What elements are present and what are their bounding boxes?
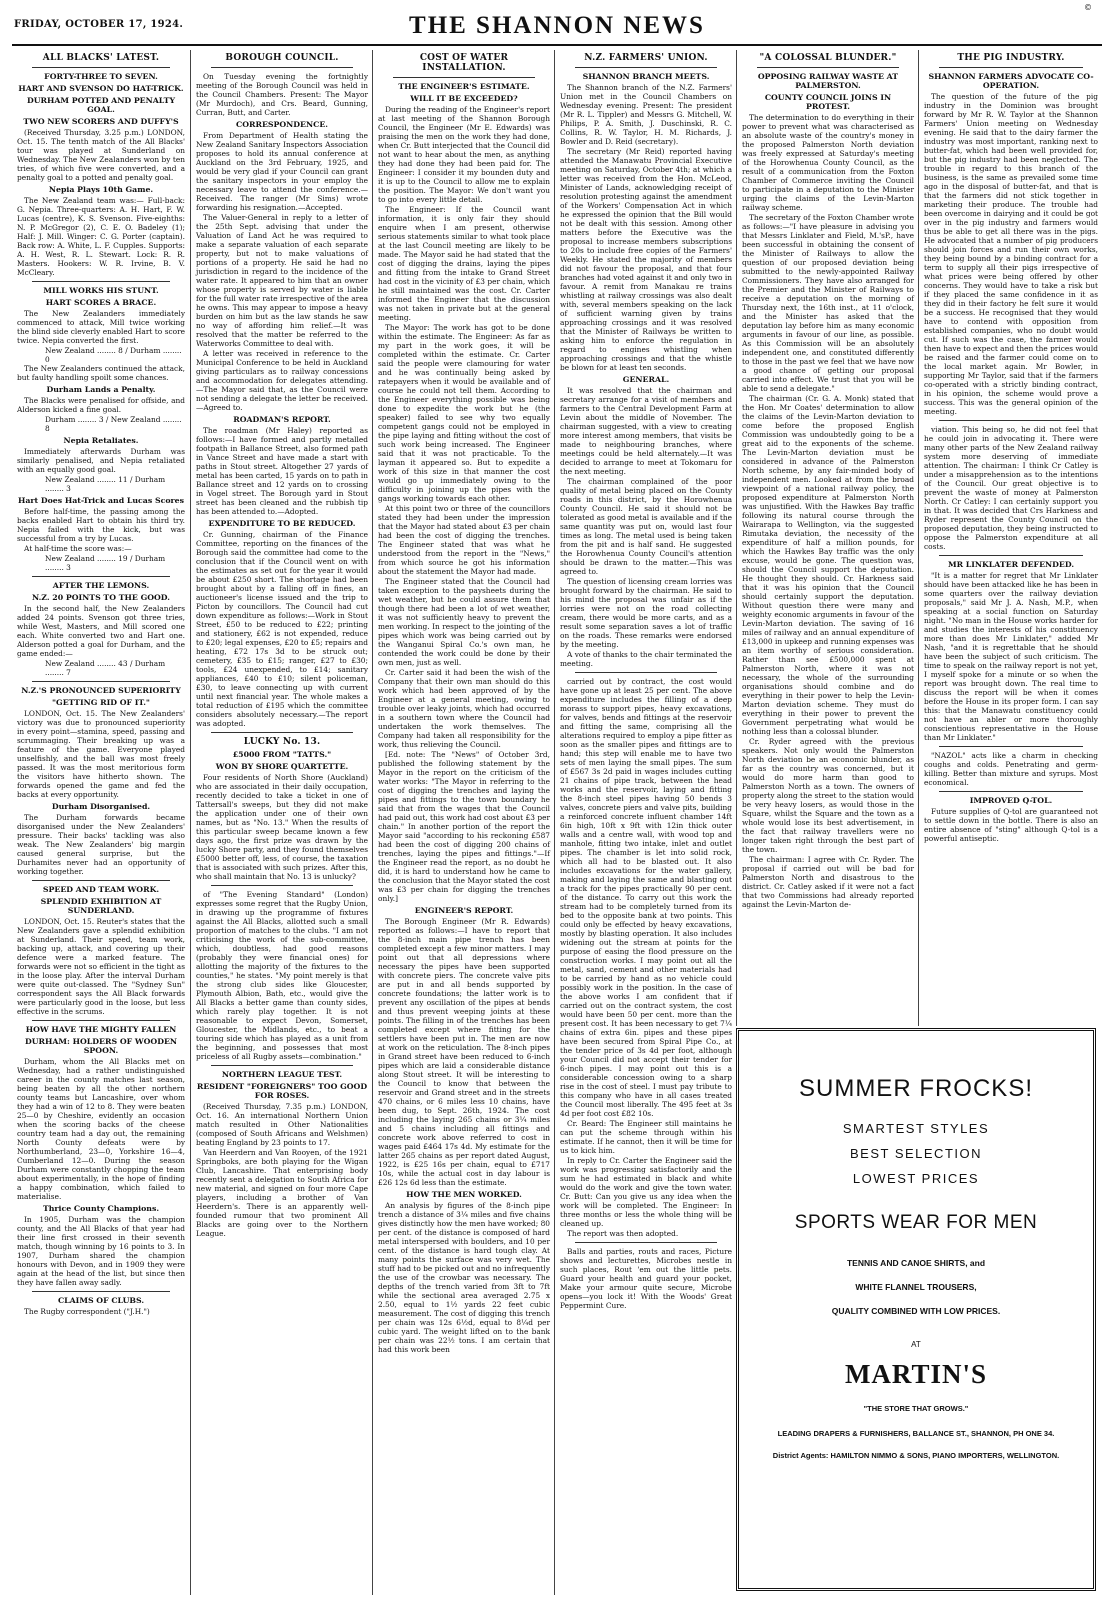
paragraph: A vote of thanks to the chair terminated the meeting. [560,650,732,668]
article-borough-council [190,50,373,1595]
paragraph: The Shannon branch of the N.Z. Farmers' Union met in the Council Chambers on Wednesday evening. Present: The president (Mr R. L. Tippler) and Messrs G. Mitchell, W. Philips, P. A. Smith, J. Duschinski, R. C. Collins, R. W. Taylor, H. M. Richards, J. Bowler and D. Reid (secretary). [560,83,732,146]
paragraph: The New Zealanders continued the attack, but faulty handling spoilt some chances. [17,364,185,382]
paragraph: It was resolved that the chairman and secretary arrange for a visit of members and farmers to the Central Development Farm at Levin about the middle of November. The chairman suggested, with a view to creating more interest among members, that visits be made to neighbouring branches, where meetings could be held alternately.—It was decided to arrange to meet at Tokomaru for the next meeting. [560,386,732,476]
paragraph: carried out by contract, the cost would have gone up at least 25 per cent. The above expenditure includes the filling of a deep morass to support pipes, heavy excavations, for valves, bends and fittings at the reservoir and fitting the same, comprising all the alterations required to employ a pipe fitter as soon as the smaller pipes and fittings are to hand; this step will enable me to have two sets of men laying the small pipes. The sum of £567 3s 2d paid in wages includes cutting 21 chains of pipe track, between the head works and the reservoir, laying and fitting the 8-inch steel pipes having 50 bends 3 valves, concrete piers and valve pits, building a reinforced concrete influent chamber 14ft 6in high, 10ft x 9ft with 12in thick outer walls and a centre wall, with wood top and manhole, fitting two intake, inlet and outlet pipes. The chamber is let into solid rock, which all had to be blasted out. It also includes excavations for the water gallery, making and laying the same and blasting out a track for the pipes practically 90 per cent. of the distance. To carry out this work the stream had to be completely turned from its bed to the opposite bank at two points. This could only be effected by heavy excavations, mostly by blasting operation. It also includes widening out the stream at points for the purpose of easing the flood pressure on the construction works. I may point out all the metal, sand, cement and other materials had to be carried by hand as no vehicle could possibly work in the position. In the case of the above works I am confident that if carried out on the contract system, the cost would have been 50 per cent. more than the present cost. It has been necessary to get 7¼ chains of extra 6in. pipes and these pipes have been secured from Spiral Pipe Co., at the tender price of 3s 4d per foot, although your Council did not accept their tender for 6-inch pipes. I may point out this is a considerable concession owing to a sharp rise in the cost of steel. I must pay tribute to this company who have in all cases treated the Council most liberally. The 495 feet at 3s 4d per foot cost £82 10s. [560,677,732,1118]
paragraph: "It is a matter for regret that Mr Linklater should have been attacked like he has been in some quarters over the railway deviation proposals," said Mr J. A. Nash, M.P., when speaking at a social function on Saturday night. "No man in the House works harder for and studies the interests of his constituency more than does Mr Linklater," added Mr Nash, "and it is regrettable that he should have been the subject of such criticism. The time to speak on the railway report is not yet, I myself spoke for a minute or so when the report was brought down. The real time to discuss the report will be when it comes before the House in its proper form. I can say this: that the Manawatu constituency could not have an abler or more thoroughly conscientious representative in the House than Mr Linklater." [924,571,1098,742]
advert-line: TENNIS AND CANOE SHIRTS, and [846,1258,986,1268]
paragraph: The New Zealanders immediately commenced to attack, Mill twice working the blind side cleverly enabled Hart to score twice. Nepia converted the first. [17,309,185,345]
divider [939,67,1083,68]
article-farmers-union [554,50,737,1595]
paragraph: Four residents of North Shore (Auckland) who are associated in their daily occupation, recently decided to take a ticket in one of Tattersall's sweeps, but they did not make the application under one of their own names, but as "No. 13." When the results of this particular sweep became known a few days ago, the first prize was drawn by the lucky Shore party, and they found themselves £5000 better off, less, of course, the taxation that is associated with such prizes. After this, who shall maintain that No. 13 is unlucky? [196,773,368,881]
subheadline: HART AND SVENSON DO HAT-TRICK. [18,84,184,93]
paragraph: At this point two or three of the councillors stated they had been under the impression that the Mayor had stated about £3 per chain had been the cost of digging the trenches. The Engineer stated that was what he understood from the report in the "News," from which source he got his information about the statement the Mayor had made. [378,504,550,576]
advert-line: QUALITY COMBINED WITH LOW PRICES. [831,1306,1001,1316]
headline: LUCKY No. 13. [243,737,321,747]
article-all-blacks [12,50,190,1595]
subheadline: TWO NEW SCORERS AND DUFFY'S [23,117,179,126]
subheadline: HOW THE MEN WORKED. [406,1190,522,1199]
subheadline: OPPOSING RAILWAY WASTE AT PALMERSTON. [757,72,899,90]
score-line: Durham ........ 3 / New Zealand ........ 8 [45,415,182,433]
advert-address: LEADING DRAPERS & FURNISHERS, BALLANCE ST., SHANNON, PH ONE 34. [777,1429,1055,1438]
subheadline: EXPENDITURE TO BE REDUCED. [208,519,356,528]
divider [32,1020,170,1021]
headline: N.Z. FARMERS' UNION. [584,53,708,63]
subheadline: Durham Lands a Penalty. [46,385,156,394]
paragraph: Durham, whom the All Blacks met on Wednesday, had a rather undistinguished career in the county matches last season, being beaten by all the other northern county teams but Lancashire, over whom they had a win of 12 to 8. They were beaten 25—0 by Cheshire, evidently an occasion when the scoring backs of the cheese country team had a day out, the remaining North County defeats were by Northumberland, 23—0, Yorkshire 16—4, Cumberland 12—0. During the season Durham were constantly chopping the team about experimentally, in the hope of finding a happy combination, which failed to materialise. [17,1057,185,1201]
subheadline: CLAIMS OF CLUBS. [57,1296,145,1305]
subheadline: Hart Does Hat-Trick and Lucas Scores [18,496,184,505]
paragraph: Immediately afterwards Durham was similarly penalised, and Nepia retaliated with an equally good goal. [17,447,185,474]
paragraph: The New Zealand team was:— Full-back: G. Nepia. Three-quarters: A. H. Hart, F. W. Lucas (centre), K. S. Svenson. Five-eighths: N. P. McGregor (2), C. E. O. Badeley (1); Half: J. Mill. Winger: C. G. Porter (captain). Back row: A. White, L. F. Cupples. Supports: A. H. West, R. L. Stewart. Lock: R. R. Masters. Hookers: W. R. Irvine, B. V. McCleary. [17,196,185,277]
advert-qtol: Future supplies of Q-tol are guaranteed not to settle down in the bottle. There is also an entire absence of "sting" although Q-tol is a powerful antiseptic. [924,807,1098,843]
paragraph: The report was then adopted. [567,1229,679,1238]
advert-subheadline: SPORTS WEAR FOR MEN [794,1212,1038,1233]
divider [939,555,1083,556]
divider [939,420,1083,421]
paragraph: Cr. Ryder agreed with the previous speakers. Not only would the Palmerston North deviation be an economic blunder, as far as the country was concerned, but it would do more harm than good to Palmerston North as a town. The owners of property along the street to the station would be very heavy losers, as would those in the Square, whilst the Square and the town as a whole would lose its best advertisement, in the fact that railway travellers were no longer taken right through the best part of the town. [742,737,914,854]
paragraph: The question of the future of the pig industry in the Dominion was brought forward by Mr R. W. Taylor at the Shannon Farmers' Union meeting on Wednesday evening. He said that to the dairy farmer the industry was most important, ranking next to butter-fat, which had been well provided for, but the pig industry had been neglected. The trouble in regard to this branch of the business, is the same as prevailed some time ago in the disposal of butter-fat, and that is that the farmers did not stick together in marketing their produce. The trouble had been overcome in dairying and it could be got over in the pig industry and farmers would thus be able to get all there was in the pigs. He advocated that a number of pig producers should join forces and run their own works, they being bound by a binding contract for a term to supply all their pigs irrespective of what prices were being offered by other concerns. They would have to take a risk but if they placed the same confidence in it as they did in their factory he felt sure it would be a success. He recognised that they would have to contend with opposition from established companies, who no doubt would cut. If such was the case, the farmer would then have to expect and then the prices would be raised and the farmer could come on to the local market again. Mr Bowler, in supporting Mr Taylor, said that if the farmers co-operated with a strictly binding contract, in his opinion, the scheme would prove a success. This was the general opinion of the meeting. [924,92,1098,416]
subheadline: HART SCORES A BRACE. [45,298,157,307]
advert-line: AT [911,1340,921,1349]
divider [32,281,170,282]
advert-headline: SUMMER FROCKS! [798,1075,1033,1102]
paragraph: An analysis by figures of the 8-inch pipe trench a distance of 3¼ miles and five chains gives distinctly how the men have worked; 80 per cent. of the distance is composed of hard metal interspersed with boulders, and 10 per cent. of the distance is hard tough clay. At many points the surface was very wet. The stuff had to be picked out and no infrequently the use of the crowbar was necessary. The depths of the trench varied from 3ft to 7ft while the sectional area averaged 2.75 x 2.50, equal to 1½ yards 22 feet cubic measurement. The cost of digging this trench per chain was 12s 6½d, equal to 8¼d per cubic yard. The weight lifted on to the bank per chain was 22½ tons. I am certain that had this work been [378,1201,550,1354]
paragraph: [Ed. note: The "News" of October 3rd, published the following statement by the Mayor in the report on the criticism of the water works: "The Mayor in referring to the cost of digging the trenches and laying the pipes and fittings to the town boundary he said that from the wages that the Council had paid out, this work had cost about £3 per chain." In another portion of the report the Mayor said "according to his reckoning £587 had been the cost of digging 200 chains of trenches, laying the pipes and fittings."—If the Engineer read the report, as no doubt he did, it is hard to understand how he came to the conclusion that the Mayor stated the cost was £3 per chain for digging the trenches only.] [378,750,550,903]
subheadline: COUNTY COUNCIL JOINS IN PROTEST. [764,93,892,111]
paragraph: The Engineer stated that the Council had taken exception to the paysheets during the wet weather, but he could assure them that though there had been a lot of wet weather, it was not sufficiently heavy to prevent the men working. In respect to the jointing of the pipes which work was being carried out by the Wanganui Spiral Co.'s own man, he contended the work could be done by their own men, just as well. [378,577,550,667]
page-marker: © [1084,3,1092,12]
subheadline: SPEED AND TEAM WORK. [42,885,160,894]
subheadline: DURHAM POTTED AND PENALTY GOAL. [26,96,176,114]
paragraph: Before half-time, the passing among the backs enabled Hart to obtain his third try. Nepia failed with the kick, but was successful from a try by Lucas. [17,507,185,543]
paragraph: The Engineer: If the Council want information, it is only fair they should enquire when I am present, otherwise serious statements similar to what took place at the last Council meeting are likely to be made. The Mayor said he had stated that the cost of digging the drains, laying the pipes and fitting from the intake to Grand Street had cost in the vicinity of £3 per chain, which he still maintained was the cost. Cr. Carter informed the Engineer that the discussion was not taken in private but at the general meeting. [378,205,550,322]
advert-agents: District Agents: HAMILTON NIMMO & SONS, PIANO IMPORTERS, WELLINGTON. [772,1451,1060,1460]
subheadline: SHANNON BRANCH MEETS. [582,72,710,81]
paragraph: The chairman complained of the poor quality of metal being placed on the County roads in this district, by the Horowhenua County Council. He said it should not be tolerated as good metal is available and if the same quantity was put on, would last four times as long. The metal used is being taken from the pit and is half sand. He suggested the Horowhenua County Council's attention should be drawn to the matter.—This was agreed to. [560,477,732,576]
paragraph: (Received Thursday, 7.35 p.m.) LONDON, Oct. 16. An international Northern Union match resulted in Other Nationalities (composed of South Africans and Welshmen) beating England by 23 points to 17. [196,1102,368,1147]
headline: BOROUGH COUNCIL. [225,53,339,63]
score-line: New Zealand ........ 43 / Durham ........ 7 [45,659,166,677]
score-line: New Zealand ........ 19 / Durham ........ 3 [45,554,166,572]
paragraph: The Blacks were penalised for offside, and Alderson kicked a fine goal. [17,396,185,414]
paragraph: Van Heerdern and Van Rooyen, of the 1921 Springboks, are both playing for the Wigan Club, Lancashire. That enterprising body recently sent a delegation to South Africa for new material, and signed on four more Cape players, including a brother of Van Heerdern's. There is an apparently well-founded rumour that two prominent All Blacks are going over to the Northern League. [196,1148,368,1238]
paragraph: The chairman (Cr. G. A. Monk) stated that the Hon. Mr Coates' determination to allow the claims of the Levin-Marton deviation to come before the proposed English Commission was undoubtedly going to be a great aid to the exponents of the scheme. The Levin-Marton deviation must be considered in advance of the Palmerston North scheme, by any fair-minded body of independent men. Looked at from the broad viewpoint of a national railway policy, the proposed expenditure at Palmerston North was unjustified. With the Hawkes Bay traffic following its natural course through the Wairarapa to Wellington, via the suggested Rimutaka deviation, the necessity of the expenditure of half a million pounds, for which the Hawkes Bay traffic was the only excuse, would be gone. The question was, should the Council support the deputation. He thought they should. Cr. Harkness said that it was his opinion that the Council should certainly support the deputation. Without question there were many and weighty economic arguments in favour of the Levin-Marton deviation. The saving of 16 miles of railway and an annual expenditure of £13,000 in upkeep and running expenses was an item worthy of serious consideration. Rather than see £500,000 spent at Palmerston North, where it was not necessary, the whole of the surrounding organisations should combine and do everything in their power to help the Levin-Marton deviation scheme. They must do everything in their power to prevent the Government perpetrating what would be nothing less than a colossal blunder. [742,394,914,736]
paragraph: On Tuesday evening the fortnightly meeting of the Borough Council was held in the Council Chambers. Present: The Mayor (Mr Murdoch), and Crs. Beard, Gunning, Curran, Butt, and Carter. [196,72,368,117]
headline: THE PIG INDUSTRY. [957,53,1065,63]
headline: ALL BLACKS' LATEST. [42,53,160,63]
divider [32,1291,170,1292]
divider [757,67,899,68]
subheadline: NORTHERN LEAGUE TEST. [221,1070,343,1079]
divider [939,746,1083,747]
paragraph: viation. This being so, he did not feel that he could join in advocating it. There were many other parts of the New Zealand railway system more deserving of immediate attention. The chairman: I think Cr Catley is under a misapprehension as to the intentions of the Council. Our great objective is to prevent the waste of money at Palmerston North. Cr Catley: I can certainly support you in that. It was decided that Crs Harkness and Ryder represent the County Council on the proposed deputation, they being instructed to oppose the Palmerston expenditure at all costs. [924,425,1098,551]
divider [32,576,170,577]
divider [211,1065,353,1066]
subheadline: ROADMAN'S REPORT. [233,415,331,424]
subheadline: SPLENDID EXHIBITION AT SUNDERLAND. [40,897,162,915]
masthead [12,3,1102,46]
subheadline: MR LINKLATER DEFENDED. [947,560,1075,569]
paragraph: During the reading of the Engineer's report at last meeting of the Shannon Borough Council, the Engineer (Mr E. Edwards) was praising the men on the work they had done, when Cr. Butt interjected that the Council did not want to hear about the men, as anything they had done they had been paid for. The Engineer: I consider it my bounden duty and it is up to the Council to allow me to explain the position. The Mayor: We don't want you to go into every little detail. [378,105,550,204]
headline: COST OF WATER INSTALLATION. [419,53,509,73]
headline: "A COLOSSAL BLUNDER." [759,53,897,63]
divider [211,732,353,733]
subheadline: Nepia Retaliates. [63,436,139,445]
paragraph: At half-time the score was:— [24,544,132,553]
advert-line: LOWEST PRICES [852,1171,980,1186]
divider [575,672,717,673]
divider [211,67,353,68]
subheadline: ENGINEER'S REPORT. [414,906,514,915]
article-pig-industry [918,50,1103,1026]
paragraph: In 1905, Durham was the champion county, and the All Blacks of that year had their line first crossed in their seventh match, though winning by 16 points to 3. In 1907, Durham shared the champion honours with Devon, and in 1909 they were again at the head of the list, but since then they have fallen away sadly. [17,1215,185,1287]
paragraph: (Received Thursday, 3.25 p.m.) LONDON, Oct. 15. The tenth match of the All Blacks' tour was played at Sunderland on Wednesday. The New Zealanders won by ten tries, of which five were converted, and a penalty goal to a potted and penalty goal. [17,128,185,182]
paragraph: The Durham forwards became disorganised under the New Zealanders' pressure. Their backs' tackling was also weak. The New Zealanders' big margin caused general surprise, but the Durhamites never had an opportunity of working together. [17,813,185,876]
advert-martins [736,1028,1096,1591]
newspaper-title: THE SHANNON NEWS [409,12,705,39]
subheadline: GENERAL. [622,375,670,384]
article-water-installation [372,50,555,1595]
paragraph: The Mayor: The work has got to be done within the estimate. The Engineer: As far as my part in the work goes, it will be completed within the estimate. Cr. Carter said the people were clamouring for water and he was continually being asked by ratepayers when it would be available and of course he could not tell them. According to the Engineer everything possible was being done to expedite the work but he (the speaker) failed to see why two equally competent gangs could not be employed in the pipe laying and fitting without the cost of such work being increased. The Engineer said that it was not practicable. To the layman it appeared so. But to expedite a work of this size in that manner the cost would go up immediately owing to the difficulty in joining up the pipes with the gangs working towards each other. [378,323,550,503]
paragraph: The Rugby correspondent ("J.H.") [24,1307,150,1316]
issue-date: FRIDAY, OCTOBER 17, 1924. [14,19,184,30]
paragraph: Cr. Gunning, chairman of the Finance Committee, reporting on the finances of the Borough said the committee had come to the conclusion that if the Council went on with the estimates as set out for the year it would be about £250 short. The shortage had been brought about by a falling off in fines, an auctioneer's license issued and the trip to Picton by councillors. The Council had cut down expenditure as follows:—Work in Stout Street, £50 to be reduced to £22; printing and stationery, £62 is not expended, reduce to £20; legal expenses, £20 to £5; repairs and heating, £72 17s 3d to be struck out; cemetery, £35 to £15; ranger, £27 to £30; tools, £24 unexpended, to £14; sanitary appliances, £40 to £10; silent policeman, £30, to leave connecting up with current until next financial year. The whole makes a total reduction of £195 which the committee considers absolutely necessary.—The report was adopted. [196,530,368,728]
subheadline: Nepia Plays 10th Game. [48,185,154,194]
subheadline: THE ENGINEER'S ESTIMATE. [398,82,530,91]
paragraph: The chairman: I agree with Cr. Ryder. The proposal if carried out will be bad for Palmerston North and disastrous to the district. Cr. Catley asked if it were not a fact that two Commissions had already reported against the Levin-Marton de- [742,855,914,909]
paragraph: The roadman (Mr Haley) reported as follows:—I have formed and partly metalled footpath in Ballance Street, also formed path in Vance Street and have made a start with paths in Stout street. Altogether 27 yards of metal has been carted, 15 yards on to path in Ballance street and 12 yards on to crossing in Vogel street. The Borough yard in Stout street has been cleaned and the rubbish tip has been attended to.—Adopted. [196,426,368,516]
paragraph: From Department of Health stating the New Zealand Sanitary Inspectors Association proposes to hold its annual conference at Auckland on the 3rd February, 1925, and would be very glad if your Council can grant the sanitary inspectors in your employ the necessary leave to attend the conference.—Received. The ranger (Mr Sims) wrote forwarding his resignation.—Accepted. [196,131,368,212]
subheadline: CORRESPONDENCE. [235,120,328,129]
subheadline: Thrice County Champions. [42,1204,160,1213]
subheadline: AFTER THE LEMONS. [52,581,150,590]
divider [32,681,170,682]
advert-slogan: "THE STORE THAT GROWS." [863,1404,969,1413]
paragraph: A letter was received in reference to the Municipal Conference to be held in Auckland giving particulars as to railway concessions and accommodation for delegates attending.—The Mayor said that, as the Council were not sending a delegate the letter be received.—Agreed to. [196,349,368,412]
divider [393,77,535,78]
subheadline: WILL IT BE EXCEEDED? [410,94,518,103]
advert-line: BEST SELECTION [849,1146,982,1161]
paragraph: The Borough Engineer (Mr R. Edwards) reported as follows:—I have to report that the 8-inch main pipe trench has been completed except a few minor matters. I may point out that all depressions where necessary the pipes have been supported with concrete piers. The concrete valve pits are put in and all bends supported by concrete foundations; the latter work is to prevent any oscillation of the pipes at bends and thus prevent weeping joints at these points. The filling in of the trenches has been completed except where fitting for the settlers have been put in. The men are now at work on the reticulation. The 8-inch pipes in Grand street have been reduced to 6-inch pipes which are laid a considerable distance along Stout street. It will be interesting to the Council to know that between the reservoir and Grand street and in the streets 470 chains, or 6 miles less 10 chains, have been dug, to Sept. 26th, 1924. The cost including the laying 265 chains or 3¼ miles and 5 chains including all fittings and concrete work above referred to cost in wages paid £464 17s 4d. My estimate for the latter 265 chains as per report dated August, 1922, is £25 16s per chain, equal to £717 10s, while the actual cost in day labour is £26 12s 6d less than the estimate. [378,917,550,1187]
subheadline: N.Z. 20 POINTS TO THE GOOD. [31,593,171,602]
paragraph: The determination to do everything in their power to prevent what was characterised as an absolute waste of the country's money in the proposed Palmerston North deviation was freely expressed at Saturday's meeting of the Horowhenua County Council, as the result of a communication from the Foxton Chamber of Commerce inviting the Council to participate in a deputation to the Minister urging the claims of the Levin-Marton railway scheme. [742,113,914,212]
divider [32,67,170,68]
score-line: New Zealand ........ 8 / Durham ........ 0 [45,346,182,364]
divider [575,1242,717,1243]
divider [575,67,717,68]
advert-nazol: "NAZOL" acts like a charm in checking coughs and colds. Penetrating and germ-killing. Better than mixture and syrups. Most economical. [924,751,1098,787]
subheadline: £5000 FROM "TATTS." [232,750,332,759]
paragraph: Cr. Carter said it had been the wish of the Company that their own man should do this work which had been approved of by the Engineer at a general meeting, owing to trouble over leaky joints, which had occurred in a southern town where the Council had undertaken the work themselves. The Company had taken all responsibility for the work, thus relieving the Council. [378,668,550,749]
subheadline: HOW HAVE THE MIGHTY FALLEN [25,1025,177,1034]
advert-line: SMARTEST STYLES [842,1121,990,1136]
paragraph: Cr. Beard: The Engineer still maintains he can put the scheme through within his estimate. If he cannot, then it will be time for us to kick him. [560,1119,732,1155]
subheadline: WON BY SHORE QUARTETTE. [215,762,349,771]
subheadline: RESIDENT "FOREIGNERS" TOO GOOD FOR ROSES. [196,1082,368,1100]
paragraph: The question of licensing cream lorries was brought forward by the chairman. He said to his mind the proposal was unfair as if the lorries were not on the road collecting cream, there would be more carts, and as a result some separation saves a lot of traffic on the roads. These remarks were endorsed by the meeting. [560,577,732,649]
advert-verse: Balls and parties, routs and races, Picture shows and lecturettes, Microbes nestle in such places, Rout 'em out the little pets. Guard your health and guard your pocket, Make your armour quite secure, Microbe opens—you lock it! With the Woods' Great Peppermint Cure. [560,1247,732,1310]
divider [211,885,353,886]
advert-line: WHITE FLANNEL TROUSERS, [855,1282,977,1292]
divider [32,880,170,881]
article-colossal-blunder [736,50,919,1026]
subheadline: IMPROVED Q-TOL. [969,796,1053,805]
paragraph: The secretary of the Foxton Chamber wrote as follows:—"I have pleasure in advising you that Messrs Linklater and Field, M.'sP., have been successful in obtaining the consent of the Minister of Railways to allow the question of our proposed deviation being submitted to the newly-appointed Railway Commissioners. They have also arranged for the Premier and the Minister of Railways to receive a deputation on the morning of Thursday next, the 16th inst., at 11 o'clock, and the Minister has asked that the deputation lay before him as many economic arguments in favour of our line, as possible. As this Commission will be an absolutely independent one, and constituted differently to those in the past we feel that we have now a good chance of getting our proposal carried into effect. We trust that you will be able to send a delegate." [742,213,914,393]
subheadline: SHANNON FARMERS ADVOCATE CO-OPERATION. [928,72,1094,90]
subheadline: MILL WORKS HIS STUNT. [43,286,159,295]
paragraph: The Valuer-General in reply to a letter of the 25th Sept. advising that under the Valuation of Land Act he was required to make a separate valuation of each separate property, but not to make valuations of portions of a property. He said he had no jurisdiction in regard to the incidence of the water rate. It appeared to him that an owner whose property is served by water is liable for the full water rate irrespective of the area he owns. This may appear to impose a heavy burden on him but as the law stands he saw no way of affording him relief.—It was resolved that the matter be referred to the Waterworks Committee to deal with. [196,213,368,348]
paragraph: LONDON, Oct. 15. Reuter's states that the New Zealanders gave a splendid exhibition at Sunderland. Their speed, team work, backing up, attack, and covering up their defence were a marked feature. The forwards were not so efficient in the tight as in the loose play. After the interval Durham were quite out-classed. The "Sydney Sun" correspondent says the All Black forwards were particularly good in the loose, but less effective in the scrums. [17,917,185,1016]
subheadline: DURHAM: HOLDERS OF WOODEN SPOON. [24,1037,178,1055]
subheadline: Durham Disorganised. [51,802,151,811]
divider [939,791,1083,792]
paragraph: In reply to Cr. Carter the Engineer said the work was progressing satisfactorily and the sum he had estimated in black and white would do the work and give the town water. Cr. Butt: Can you give us any idea when the work will be completed. The Engineer: In three months or less the whole thing will be cleaned up. [560,1156,732,1228]
paragraph: of "The Evening Standard" (London) expresses some regret that the Rugby Union, in drawing up the programme of fixtures against the All Blacks, allotted such a small proportion of matches to the clubs. "I am not criticising the work of the sub-committee, which, doubtless, had good reasons (probably they were financial ones) for allotting the majority of the fixtures to the counties," he states. "My point merely is that the strong club sides like Gloucester, Plymouth Albion, Bath, etc., would give the All Blacks a better game than county sides, which rarely play together. It is not reasonable to expect Devon, Somerset, Gloucester, the Midlands, etc., to beat a touring side which has played as a unit from the beginning, and possesses that most priceless of all Rugby assets—combination." [196,890,368,1061]
advert-store-name: MARTIN'S [844,1359,988,1389]
paragraph: In the second half, the New Zealanders added 24 points. Svenson got three tries, while West, Masters, and Mill scored one each. White converted two and Hart one. Alderson potted a goal for Durham, and the game ended:— [17,604,185,658]
paragraph: The secretary (Mr Reid) reported having attended the Manawatu Provincial Executive meeting on Saturday, October 4th; at which a letter was received from the Hon. McLeod, Minister of Lands, acknowledging receipt of resolution protesting against the amendment of the Workers' Compensation Act in which he expressed the opinion that the Bill would not be dealt with this session. Among other matters before the Executive was the proposal to increase members subscriptions to 20s to include free copies of the Farmers' Weekly. He stated the majority of members did not favour the proposal, and that four branches had voted against it and only two in favour. A remit from Manakau re trains whistling at railway crossings was also dealt with, several members speaking on the lack of sufficient warning given by trains approaching crossings and it was resolved that the Minister of Railways be written to asking him to enforce the regulation in regard to engines whistling when approaching crossings and that the whistle be blown for at least ten seconds. [560,147,732,372]
score-line: New Zealand ........ 11 / Durham ........ 3 [45,475,166,493]
subheadline: "GETTING RID OF IT." [51,698,150,707]
subheadline: FORTY-THREE TO SEVEN. [44,72,158,81]
subheadline: N.Z.'S PRONOUNCED SUPERIORITY [21,686,181,695]
paragraph: LONDON, Oct. 15. The New Zealanders' victory was due to pronounced superiority in every point—stamina, speed, passing and scrummaging. Their breaking up was a feature of the game. Everyone played unselfishly, and the ball was most freely passed. It was the most meritorious form the visitors have hitherto shown. The forwards opened the game and fed the backs at every opportunity. [17,709,185,799]
